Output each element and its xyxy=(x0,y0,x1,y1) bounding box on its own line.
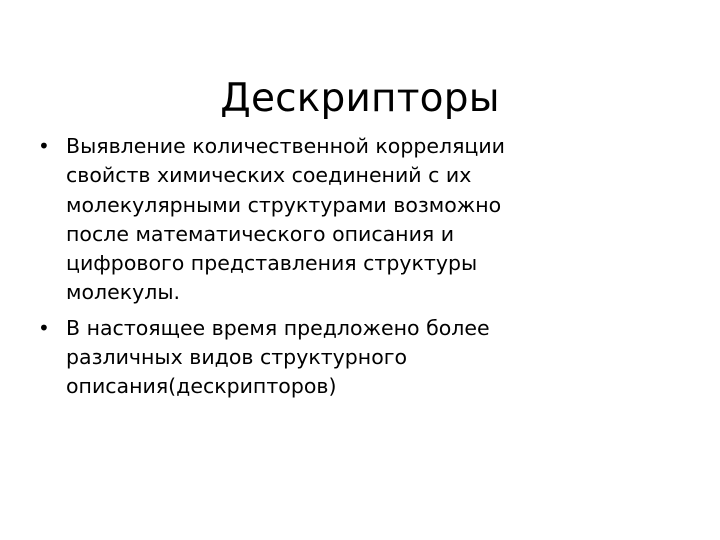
bullet-list xyxy=(36,132,556,410)
bullet-line: после математического описания и xyxy=(66,221,455,246)
bullet-item-correlation xyxy=(36,132,556,308)
slide-title: Дескрипторы xyxy=(220,76,500,122)
bullet-line: описания(дескрипторов) xyxy=(66,374,337,399)
bullet-line: В настоящее время предложено более xyxy=(66,315,490,340)
bullet-line: молекулярными структурами возможно xyxy=(66,192,502,217)
bullet-line: Выявление количественной корреляции xyxy=(66,134,505,158)
bullet-line: молекулы. xyxy=(66,280,181,305)
bullet-line: различных видов структурного xyxy=(66,345,408,370)
bullet-item-descriptor-types xyxy=(36,314,556,402)
bullet-line: свойств химических соединений с их xyxy=(66,163,472,188)
bullet-dot: • xyxy=(38,134,50,158)
bullet-line: цифрового представления структуры xyxy=(66,251,478,276)
bullet-dot: • xyxy=(38,315,50,340)
